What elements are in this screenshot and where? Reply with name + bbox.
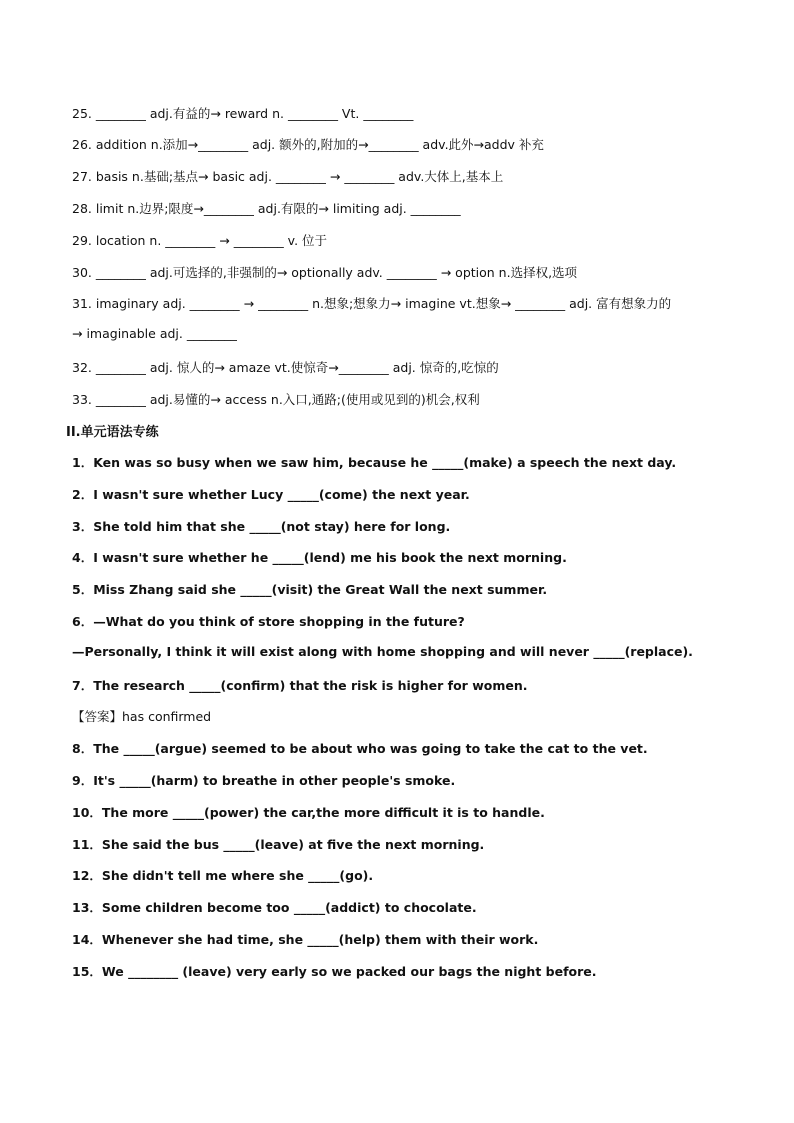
grammar-item-3: 3．She told him that she _____(not stay) here for long. bbox=[72, 519, 451, 534]
grammar-item-4: 4．I wasn't sure whether he _____(lend) me his book the next morning. bbox=[72, 550, 567, 565]
vocab-item-26: 26. addition n.添加→________ adj. 额外的,附加的→________ adv.此外→addv 补充 bbox=[72, 137, 544, 152]
grammar-item-11: 11．She said the bus _____(leave) at five the next morning. bbox=[72, 837, 485, 852]
vocab-item-30: 30. ________ adj.可选择的,非强制的→ optionally adv. ________ → option n.选择权,选项 bbox=[72, 265, 578, 280]
vocab-item-31-continued: → imaginable adj. ________ bbox=[72, 326, 237, 341]
vocab-item-29: 29. location n. ________ → ________ v. 位于 bbox=[72, 233, 328, 248]
grammar-item-10: 10．The more _____(power) the car,the more difficult it is to handle. bbox=[72, 805, 545, 820]
grammar-item-6-reply: —Personally, I think it will exist along with home shopping and will never _____(replace). bbox=[72, 644, 693, 659]
grammar-item-14: 14．Whenever she had time, she _____(help) them with their work. bbox=[72, 932, 539, 947]
grammar-item-13: 13．Some children become too _____(addict) to chocolate. bbox=[72, 900, 477, 915]
grammar-item-1: 1．Ken was so busy when we saw him, because he _____(make) a speech the next day. bbox=[72, 455, 677, 470]
grammar-item-8: 8．The _____(argue) seemed to be about who was going to take the cat to the vet. bbox=[72, 741, 648, 756]
grammar-item-6: 6．—What do you think of store shopping in the future? bbox=[72, 614, 465, 629]
vocab-item-25: 25. ________ adj.有益的→ reward n. ________ Vt. ________ bbox=[72, 106, 414, 121]
grammar-item-9: 9．It's _____(harm) to breathe in other people's smoke. bbox=[72, 773, 456, 788]
vocab-item-33: 33. ________ adj.易懂的→ access n.入口,通路;(使用或见到的)机会,权利 bbox=[72, 392, 480, 407]
section-heading: II.单元语法专练 bbox=[66, 425, 159, 440]
answer-note: 【答案】has confirmed bbox=[72, 709, 212, 724]
vocab-item-27: 27. basis n.基础;基点→ basic adj. ________ → ________ adv.大体上,基本上 bbox=[72, 169, 504, 184]
grammar-item-5: 5．Miss Zhang said she _____(visit) the Great Wall the next summer. bbox=[72, 582, 548, 597]
grammar-item-15: 15．We ________ (leave) very early so we packed our bags the night before. bbox=[72, 964, 597, 979]
vocab-item-28: 28. limit n.边界;限度→________ adj.有限的→ limiting adj. ________ bbox=[72, 201, 461, 216]
vocab-item-32: 32. ________ adj. 惊人的→ amaze vt.使惊奇→________ adj. 惊奇的,吃惊的 bbox=[72, 360, 499, 375]
vocab-item-31: 31. imaginary adj. ________ → ________ n.想象;想象力→ imagine vt.想象→ ________ adj. 富有想象力的 bbox=[72, 296, 672, 311]
grammar-item-7: 7．The research _____(confirm) that the risk is higher for women. bbox=[72, 678, 528, 693]
grammar-item-12: 12．She didn't tell me where she _____(go). bbox=[72, 868, 374, 883]
grammar-item-2: 2．I wasn't sure whether Lucy _____(come) the next year. bbox=[72, 487, 470, 502]
